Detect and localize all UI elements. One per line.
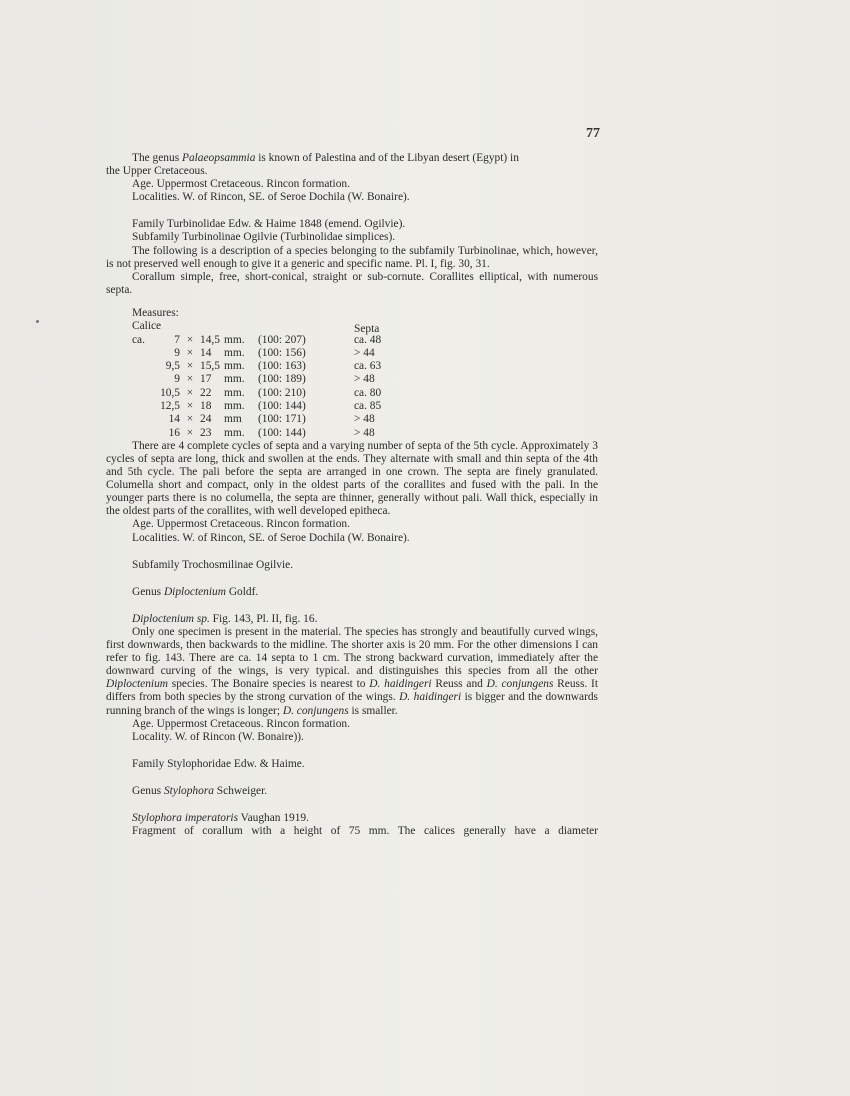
times-cell: × [186,346,194,359]
measure-row [132,387,598,400]
species-heading: Stylophora imperatoris Vaughan 1919. [132,811,309,824]
subfamily-heading: Subfamily Trochosmilinae Ogilvie. [132,558,294,571]
times-cell: × [186,426,194,439]
short-axis-cell: 9 [174,346,180,359]
measures-header [132,320,598,336]
measure-row [132,427,598,440]
page-number: 77 [586,126,600,141]
short-axis-cell: 14 [168,413,180,426]
prefix-cell: ca. [132,333,145,346]
family-heading: Family Stylophoridae Edw. & Haime. [132,757,305,770]
times-cell: × [186,386,194,399]
ratio-cell: (100: 207) [258,333,306,346]
measure-row [132,347,598,360]
short-axis-cell: 12,5 [160,400,180,413]
unit-cell: mm [224,413,242,426]
septa-cell: > 48 [354,373,375,386]
measure-rows [132,334,598,440]
measure-row [132,400,598,413]
diploctenium-description: Only one specimen is present in the material. The species has strongly and beautifully curved wings, first downwards, then backwards to the midline. The shorter axis is 20 mm. For the other dimensions I can refer to fig. 143. There are ca. 14 septa to 1 cm. The strong backward curvation, immediately after the downward curving of the wings, is very typical. and distinguishes this species from all the other Diploctenium species. The Bonaire species is nearest to D. haidingeri Reuss and D. conjungens Reuss. It differs from both species by the strong curvation of the wings. D. haidingeri is bigger and the downwards running branch of the wings is longer; D. conjungens is smaller. [106,625,598,717]
septa-cell: ca. 63 [354,360,382,373]
family-heading: Family Turbinolidae Edw. & Haime 1848 (emend. Ogilvie). [132,218,406,231]
times-cell: × [186,400,194,413]
septa-cell: ca. 80 [354,386,382,399]
unit-cell: mm. [224,373,245,386]
long-axis-cell: 14 [200,346,212,359]
unit-cell: mm. [224,400,245,413]
prefix-cell [132,413,154,426]
ratio-cell: (100: 189) [258,373,306,386]
long-axis-cell: 14,5 [200,333,220,346]
measure-row [132,360,598,373]
long-axis-cell: 15,5 [200,360,220,373]
short-axis-cell: 7 [174,333,180,346]
septa-cell: > 48 [354,426,375,439]
measure-row [132,334,598,347]
age-line: Age. Uppermost Cretaceous. Rincon formation. [132,518,350,531]
long-axis-cell: 22 [200,386,212,399]
ratio-cell: (100: 210) [258,386,306,399]
locality-line: Locality. W. of Rincon (W. Bonaire)). [132,730,304,743]
septa-cell: > 48 [354,413,375,426]
measures-table [132,307,598,440]
age-line: Age. Uppermost Cretaceous. Rincon formation. [132,717,350,730]
prefix-cell [132,387,154,400]
calice-header: Calice [132,320,162,333]
unit-cell: mm. [224,386,245,399]
prefix-cell [132,360,154,373]
ratio-cell: (100: 144) [258,426,306,439]
times-cell: × [186,333,194,346]
septa-cell: ca. 48 [354,333,382,346]
scan-speck [36,320,39,323]
short-axis-cell: 10,5 [160,386,180,399]
corallum-paragraph: Corallum simple, free, short-conical, straight or sub-cornute. Corallites elliptical, with numerous septa. [106,270,598,296]
cycles-paragraph: There are 4 complete cycles of septa and a varying number of septa of the 5th cycle. Approximately 3 cycles of septa are long, thick and swollen at the ends. They alternate with small and thin septa of the 4th and 5th cycle. The pali before the septa are arranged in one crown. The septa are finely granulated. Columella short and compact, only in the oldest parts of the corallites and fused with the pali. In the younger parts there is no columella, the septa are thinner, generally without pali. Wall thick, especially in the oldest parts of the corallites, with well developed epitheca. [106,439,598,518]
ratio-cell: (100: 144) [258,400,306,413]
septa-cell: > 44 [354,346,375,359]
septa-header: Septa [354,323,380,336]
measure-row [132,373,598,386]
times-cell: × [186,373,194,386]
times-cell: × [186,413,194,426]
genus-heading: Genus Diploctenium Goldf. [132,585,259,598]
long-axis-cell: 24 [200,413,212,426]
prefix-cell [132,400,154,413]
body-text [106,152,598,838]
measures-label: Measures: [132,306,179,319]
prefix-cell [132,347,154,360]
short-axis-cell: 16 [168,426,180,439]
palaeopsammia-paragraph: The genus Palaeopsammia is known of Palestina and of the Libyan desert (Egypt) in the Upper Cretaceous. [106,152,519,178]
ratio-cell: (100: 156) [258,346,306,359]
ratio-cell: (100: 163) [258,360,306,373]
short-axis-cell: 9,5 [165,360,180,373]
times-cell: × [186,360,194,373]
long-axis-cell: 17 [200,373,212,386]
unit-cell: mm. [224,360,245,373]
prefix-cell [132,373,154,386]
ratio-cell: (100: 171) [258,413,306,426]
species-heading: Diploctenium sp. Fig. 143, Pl. II, fig. 16. [132,612,318,625]
measure-row [132,413,598,426]
unit-cell: mm. [224,426,245,439]
genus-heading: Genus Stylophora Schweiger. [132,784,268,797]
long-axis-cell: 18 [200,400,212,413]
short-axis-cell: 9 [174,373,180,386]
prefix-cell [132,427,154,440]
description-paragraph: The following is a description of a species belonging to the subfamily Turbinolinae, which, however, is not preserved well enough to give it a generic and specific name. Pl. I, fig. 30, 31. [106,244,598,270]
long-axis-cell: 23 [200,426,212,439]
septa-cell: ca. 85 [354,400,382,413]
age-line: Age. Uppermost Cretaceous. Rincon formation. [132,178,350,191]
fragment-paragraph: Fragment of corallum with a height of 75 mm. The calices generally have a diameter [132,825,598,838]
unit-cell: mm. [224,333,245,346]
subfamily-heading: Subfamily Turbinolinae Ogilvie (Turbinolidae simplices). [132,231,396,244]
localities-line: Localities. W. of Rincon, SE. of Seroe Dochila (W. Bonaire). [132,191,410,204]
localities-line: Localities. W. of Rincon, SE. of Seroe Dochila (W. Bonaire). [132,531,410,544]
unit-cell: mm. [224,346,245,359]
